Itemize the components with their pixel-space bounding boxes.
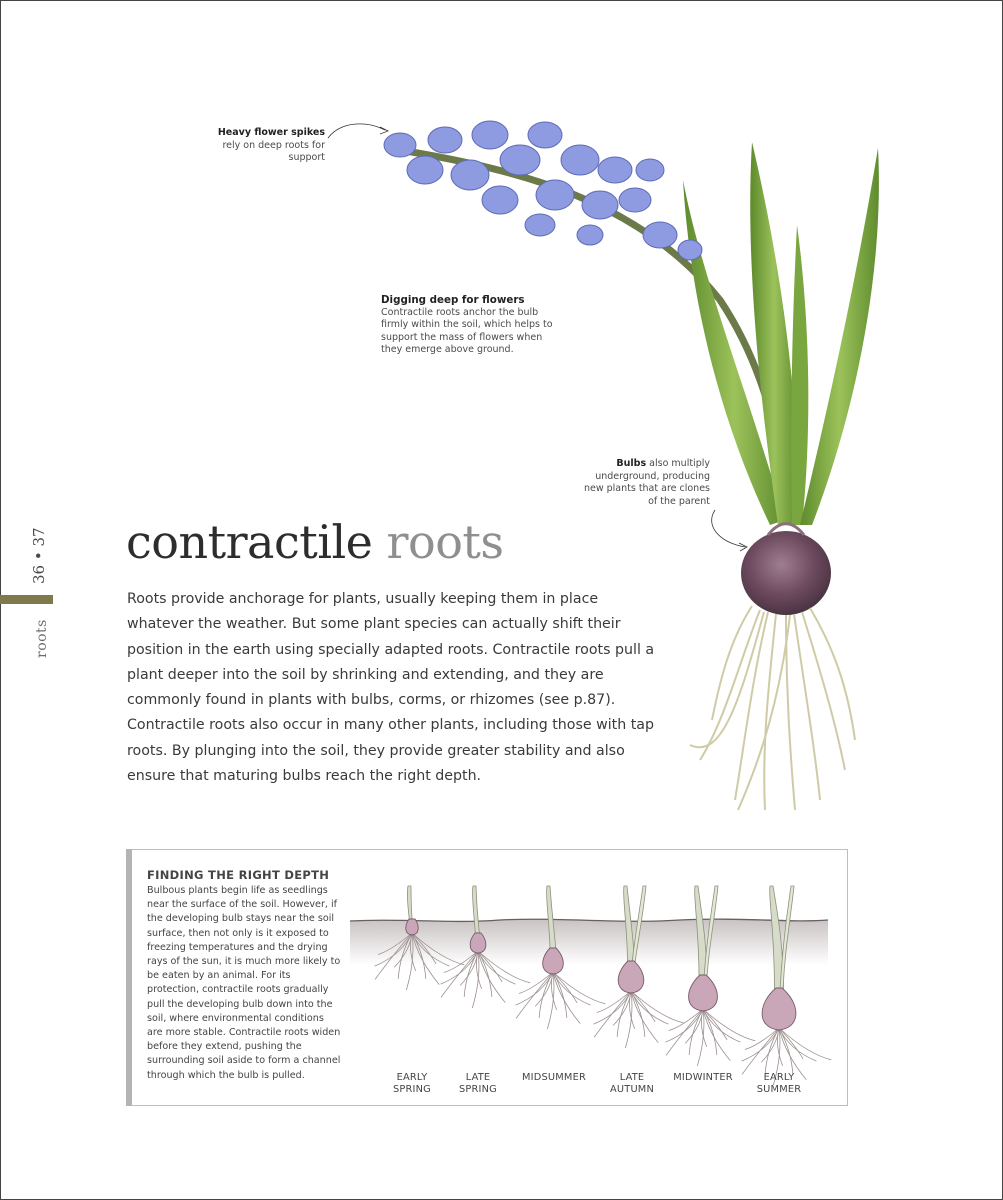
bulb-stage-4 [594, 886, 684, 1048]
page-title: contractile roots [126, 515, 504, 569]
stage-label-midsummer: MIDSUMMER [522, 1072, 586, 1083]
bulb-stage-5 [666, 886, 756, 1066]
annotation-digging-deep: Digging deep for flowers Contractile roots anchor the bulb firmly within the soil, which helps to support the mass of flowers when they emerge above ground. [381, 294, 553, 356]
feature-box-title: FINDING THE RIGHT DEPTH [147, 868, 330, 882]
stage-label-early-summer: EARLY SUMMER [756, 1072, 802, 1095]
annotation-bulbs: Bulbs also multiply underground, producing new plants that are clones of the parent [583, 458, 710, 507]
feature-box-text: Bulbous plants begin life as seedlings near the surface of the soil. However, if the developing bulb stays near the soil surface, then not only is it exposed to freezing temperatures and the drying rays of the sun, it is much more likely to be eaten by an animal. For its protection, contractile roots gradually pull the developing bulb down into the soil, where environmental conditions are more stable. Contractile roots widen before they extend, pushing the surrounding soil aside to form a channel through which the bulb is pulled. [147, 885, 341, 1081]
stage-label-early-spring: EARLY SPRING [393, 1072, 431, 1095]
annotation-flower-spikes: Heavy flower spikes rely on deep roots for support [217, 127, 325, 164]
bulb-stage-6 [742, 886, 832, 1085]
body-text: Roots provide anchorage for plants, usually keeping them in place whatever the weather. But some plant species can actually shift their position in the earth using specially adapted roots. Contractile roots pull a plant deeper into the soil by shrinking and extending, and they are commonly found in plants with bulbs, corms, or rhizomes (see p.87). Contractile roots also occur in many other plants, including those with tap roots. By plunging into the soil, they provide greater stability and also ensure that maturing bulbs reach the right depth. [127, 591, 655, 785]
section-label: roots [34, 619, 50, 658]
page-numbers: 36 • 37 [30, 527, 48, 584]
stage-label-late-spring: LATE SPRING [459, 1072, 497, 1095]
stage-label-late-autumn: LATE AUTUMN [609, 1072, 654, 1095]
stage-label-midwinter: MIDWINTER [673, 1072, 733, 1083]
